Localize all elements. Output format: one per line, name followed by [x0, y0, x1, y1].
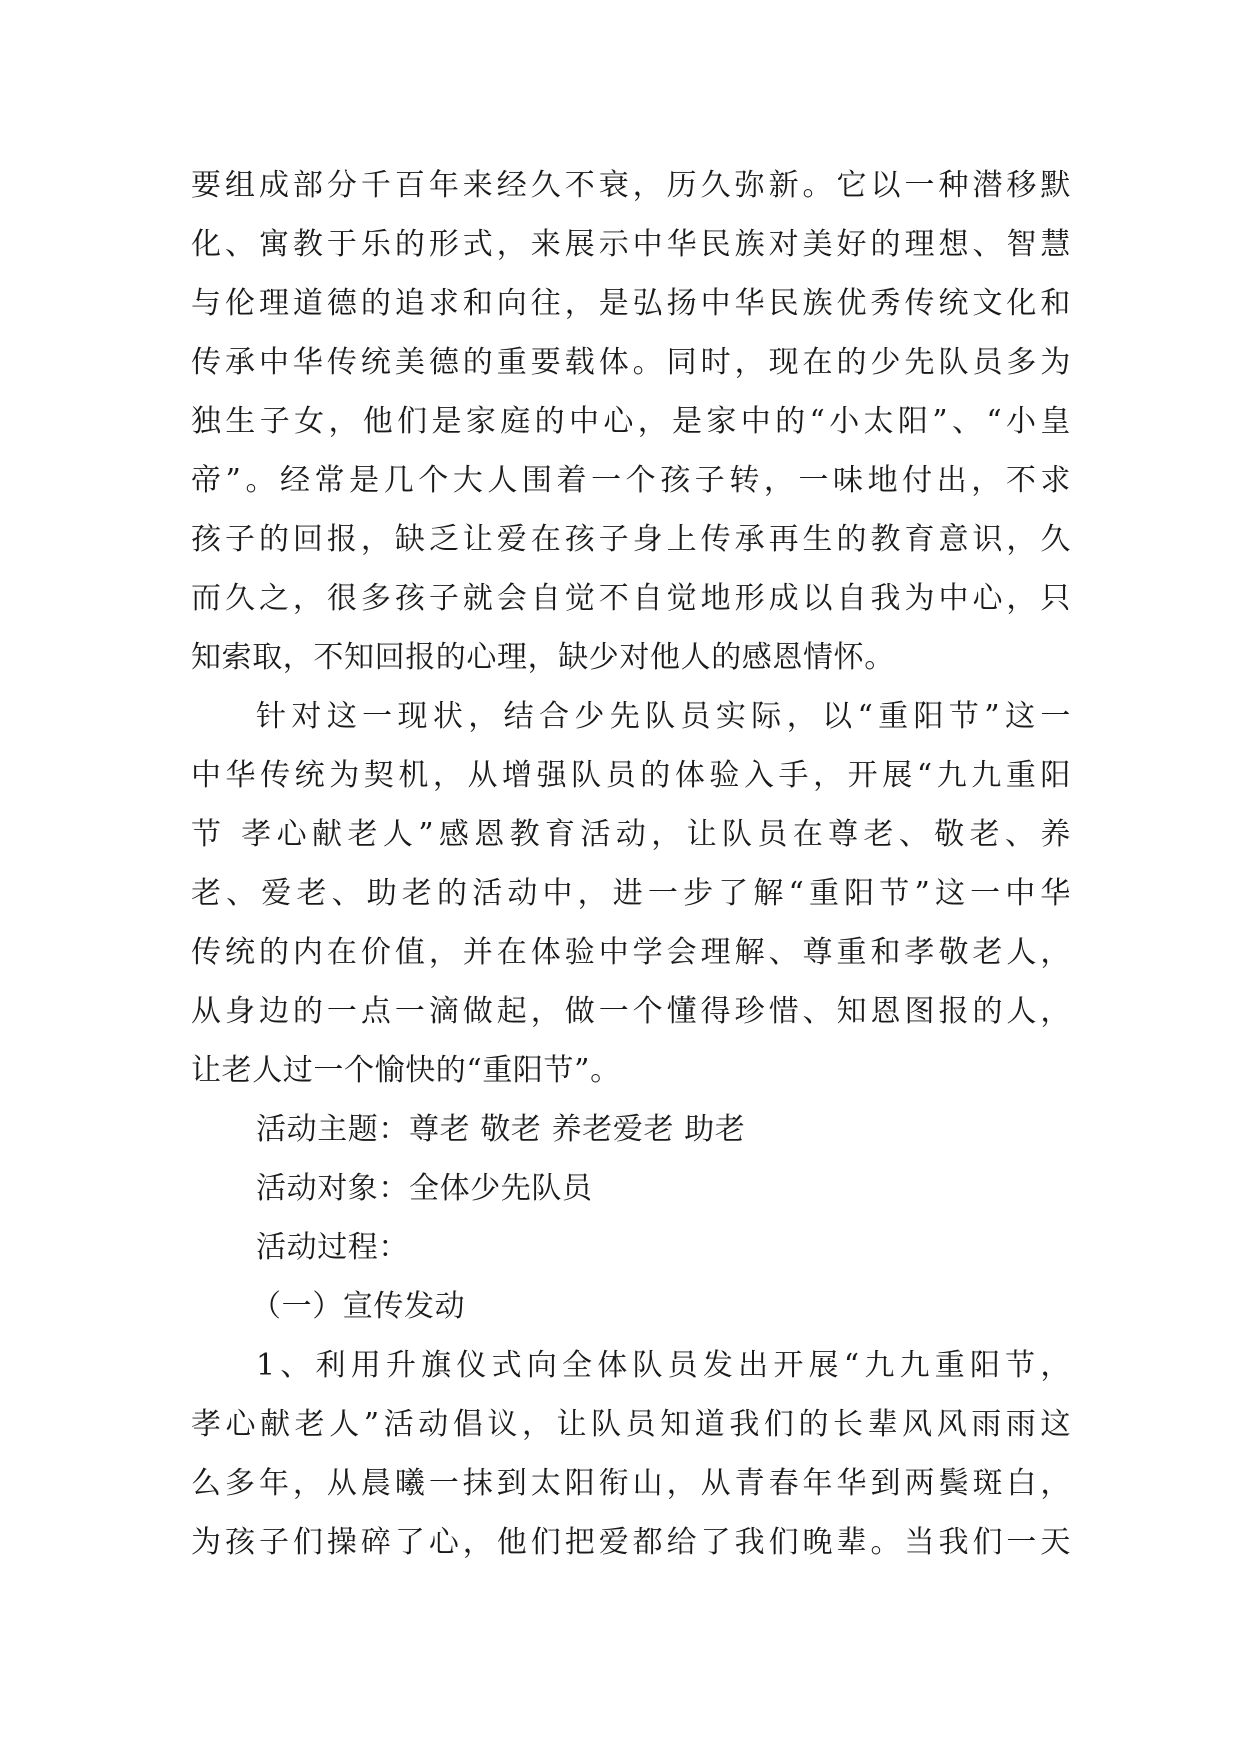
text-line: 传统的内在价值，并在体验中学会理解、尊重和孝敬老人，	[191, 935, 1071, 970]
text-line: 么多年，从晨曦一抹到太阳衔山，从青春年华到两鬓斑白，	[191, 1466, 1071, 1501]
text-line: 老、爱老、助老的活动中，进一步了解“重阳节”这一中华	[191, 876, 1071, 911]
activity-theme: 活动主题：尊老 敬老 养老爱老 助老	[256, 1112, 746, 1147]
text-line: 帝”。经常是几个大人围着一个孩子转，一味地付出，不求	[191, 463, 1071, 498]
text-line: 针对这一现状，结合少先队员实际，以“重阳节”这一	[256, 699, 1071, 734]
text-line: 中华传统为契机，从增强队员的体验入手，开展“九九重阳	[191, 758, 1071, 793]
text-line: 节 孝心献老人”感恩教育活动，让队员在尊老、敬老、养	[191, 817, 1071, 852]
activity-process-heading: 活动过程：	[256, 1230, 409, 1265]
text-line: 孩子的回报，缺乏让爱在孩子身上传承再生的教育意识，久	[191, 522, 1071, 557]
text-line: 而久之，很多孩子就会自觉不自觉地形成以自我为中心，只	[191, 581, 1071, 616]
text-line: 独生子女，他们是家庭的中心，是家中的“小太阳”、“小皇	[191, 404, 1071, 439]
text-line: 传承中华传统美德的重要载体。同时，现在的少先队员多为	[191, 345, 1071, 380]
text-line: 让老人过一个愉快的“重阳节”。	[191, 1053, 621, 1088]
text-line: 为孩子们操碎了心，他们把爱都给了我们晚辈。当我们一天	[191, 1525, 1071, 1560]
text-line: 1、利用升旗仪式向全体队员发出开展“九九重阳节，	[256, 1348, 1071, 1383]
text-line: 要组成部分千百年来经久不衰，历久弥新。它以一种潜移默	[191, 168, 1071, 203]
text-line: 知索取，不知回报的心理，缺少对他人的感恩情怀。	[191, 640, 895, 675]
text-line: 从身边的一点一滴做起，做一个懂得珍惜、知恩图报的人，	[191, 994, 1071, 1029]
document-body	[191, 156, 1071, 1572]
text-line: 与伦理道德的追求和向往，是弘扬中华民族优秀传统文化和	[191, 286, 1071, 321]
activity-target: 活动对象：全体少先队员	[256, 1171, 593, 1206]
text-line: 化、寓教于乐的形式，来展示中华民族对美好的理想、智慧	[191, 227, 1071, 262]
text-line: 孝心献老人”活动倡议，让队员知道我们的长辈风风雨雨这	[191, 1407, 1071, 1442]
section-heading: （一）宣传发动	[251, 1289, 466, 1324]
